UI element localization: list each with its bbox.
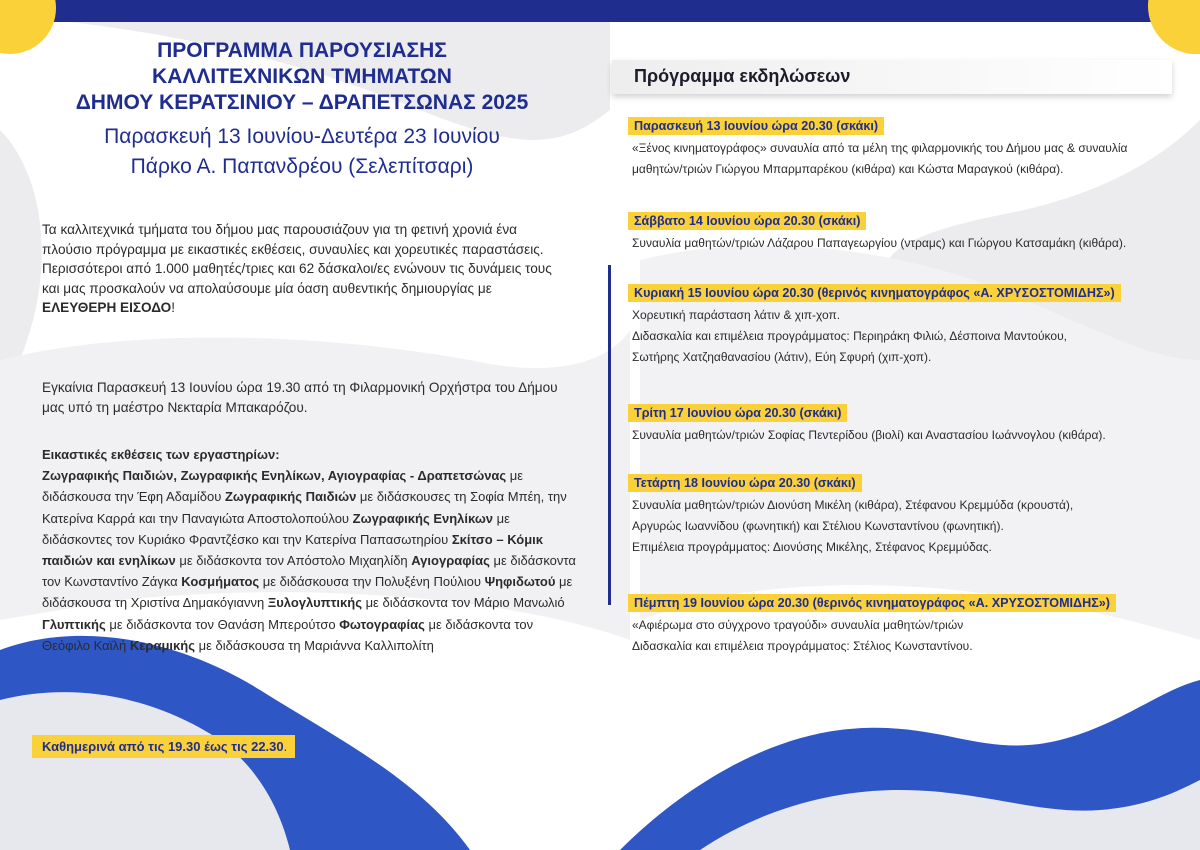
- workshop-name: Κοσμήματος: [181, 574, 260, 590]
- top-navy-bar: [0, 0, 1200, 22]
- workshop-teacher-text: με διδάσκουσα την Πολυξένη Πούλιου: [259, 574, 485, 590]
- workshop-teacher-text: με διδάσκοντα τον Μάριο Μανωλιό: [361, 595, 565, 611]
- workshop-name: Κεραμικής: [129, 637, 195, 653]
- workshop-teacher-text: με διδάσκουσα τη Χριστίνα Δημακόγιαννη: [42, 574, 573, 611]
- program-title: Πρόγραμμα εκδηλώσεων: [634, 66, 851, 86]
- intro-paragraph-2: [42, 259, 562, 318]
- event-line: μαθητών/τριών Γιώργου Μπαρμπαρέκου (κιθάρα) και Κώστα Μαραγκού (κιθάρα).: [632, 162, 1064, 176]
- free-entry-label: ΕΛΕΥΘΕΡΗ ΕΙΣΟΔΟ: [42, 300, 172, 316]
- title-line-3: ΔΗΜΟΥ ΚΕΡΑΤΣΙΝΙΟΥ – ΔΡΑΠΕΤΣΩΝΑΣ 2025: [75, 91, 529, 114]
- poster-header: [22, 38, 582, 182]
- daily-hours-banner: [32, 735, 295, 758]
- event-date: Σάββατο 14 Ιουνίου ώρα 20.30 (σκάκι): [628, 212, 866, 230]
- exhibitions-title: Εικαστικές εκθέσεις των εργαστηρίων:: [42, 447, 280, 462]
- workshop-teacher-text: με διδάσκοντα τον Κωνσταντίνο Ζάγκα: [42, 553, 576, 590]
- event-line: «Ξένος κινηματογράφος» συναυλία από τα μέλη της φιλαρμονικής του Δήμου μας & συναυλία: [632, 141, 1128, 155]
- workshop-name: Ψηφιδωτού: [484, 574, 556, 590]
- workshop-teacher-text: με διδάσκουσα την Έφη Αδαμίδου: [42, 468, 524, 505]
- event-5: [632, 474, 1172, 558]
- workshop-name: Ξυλογλυπτικής: [267, 595, 362, 611]
- intro-paragraph-1: Τα καλλιτεχνικά τμήματα του δήμου μας παρουσιάζουν για τη φετινή χρονιά ένα πλούσιο πρόγραμμα με εικαστικές εκθέσεις, συναυλίες και χορευτικές παραστάσεις.: [42, 222, 544, 257]
- workshop-name: Ζωγραφικής Παιδιών, Ζωγραφικής Ενηλίκων, Αγιογραφίας - Δραπετσώνας: [42, 468, 507, 484]
- event-line: Αργυρώς Ιωαννίδου (φωνητική) και Στέλιου Κωνσταντίνου (φωνητική).: [632, 519, 1004, 533]
- intro-p2-end: !: [171, 300, 176, 316]
- workshop-name: Ζωγραφικής Ενηλίκων: [352, 510, 494, 526]
- event-line: Διδασκαλία και επιμέλεια προγράμματος: Στέλιος Κωνσταντίνου.: [632, 639, 973, 653]
- exhibitions-block: [42, 444, 582, 656]
- event-line: Συναυλία μαθητών/τριών Διονύση Μικέλη (κιθάρα), Στέφανου Κρεμμύδα (κρουστά),: [632, 498, 1074, 512]
- event-6: [632, 594, 1172, 657]
- event-line: Χορευτική παράσταση λάτιν & χιπ-χοπ.: [632, 308, 841, 322]
- event-date: Τετάρτη 18 Ιουνίου ώρα 20.30 (σκάκι): [628, 474, 862, 492]
- event-date: Πέμπτη 19 Ιουνίου ώρα 20.30 (θερινός κινηματογράφος «Α. ΧΡΥΣΟΣΤΟΜΙΔΗΣ»): [628, 594, 1116, 612]
- opening-text: Εγκαίνια Παρασκευή 13 Ιουνίου ώρα 19.30 από τη Φιλαρμονική Ορχήστρα του Δήμου μας υπό τη μαέστρο Νεκταρία Μπακαρόζου.: [42, 380, 558, 415]
- event-line: Επιμέλεια προγράμματος: Διονύσης Μικέλης, Στέφανος Κρεμμύδας.: [632, 540, 992, 554]
- daily-hours-text: Καθημερινά από τις 19.30 έως τις 22.30: [42, 739, 284, 754]
- event-4: [632, 404, 1172, 446]
- program-title-banner: [612, 60, 1172, 94]
- event-date: Τρίτη 17 Ιουνίου ώρα 20.30 (σκάκι): [628, 404, 847, 422]
- workshop-teacher-text: με διδάσκοντα τον Θανάση Μπερούτσο: [105, 616, 340, 632]
- workshop-name: Ζωγραφικής Παιδιών: [224, 489, 357, 505]
- event-date: Κυριακή 15 Ιουνίου ώρα 20.30 (θερινός κινηματογράφος «Α. ΧΡΥΣΟΣΤΟΜΙΔΗΣ»): [628, 284, 1121, 302]
- workshop-teacher-text: με διδάσκοντα τον Απόστολο Μιχαηλίδη: [175, 553, 412, 569]
- workshop-name: Γλυπτικής: [42, 616, 106, 632]
- dates-line: Παρασκευή 13 Ιουνίου-Δευτέρα 23 Ιουνίου: [104, 125, 500, 148]
- event-line: Συναυλία μαθητών/τριών Σοφίας Πεντερίδου (βιολί) και Αναστασίου Ιωάννογλου (κιθάρα).: [632, 428, 1106, 442]
- workshop-name: Φωτογραφίας: [339, 616, 425, 632]
- event-date: Παρασκευή 13 Ιουνίου ώρα 20.30 (σκάκι): [628, 117, 884, 135]
- workshop-teacher-text: με διδάσκουσες τη Σοφία Μπέη, την Κατερίνα Καρρά και την Παναγιώτα Αποστολοπούλου: [42, 489, 567, 526]
- title-line-1: ΠΡΟΓΡΑΜΜΑ ΠΑΡΟΥΣΙΑΣΗΣ: [157, 39, 447, 62]
- workshop-teacher-text: με διδάσκοντες τον Κυριάκο Φραντζέσκο και την Κατερίνα Παπασωτηρίου: [42, 510, 510, 547]
- intro-text: [42, 220, 562, 318]
- event-line: Διδασκαλία και επιμέλεια προγράμματος: Περιηράκη Φιλιώ, Δέσποινα Μαντούκου,: [632, 329, 1067, 343]
- workshop-name: Σκίτσο – Κόμικ παιδιών και ενηλίκων: [42, 531, 544, 569]
- title-line-2: ΚΑΛΛΙΤΕΧΝΙΚΩΝ ΤΜΗΜΑΤΩΝ: [152, 65, 452, 88]
- vertical-divider: [608, 265, 611, 605]
- daily-hours-dot: .: [283, 739, 288, 754]
- intro-p2-text: Περισσότεροι από 1.000 μαθητές/τριες και 62 δάσκαλοι/ες ενώνουν τις δυνάμεις τους και μας προσκαλούν να απολαύσουμε μία όαση αυθεντικής δημιουργίας με: [42, 261, 552, 296]
- exhibitions-body: [42, 465, 582, 656]
- yellow-circle-right: [1148, 0, 1200, 54]
- event-line: Σωτήρης Χατζηαθανασίου (λάτιν), Εύη Σφυρή (χιπ-χοπ).: [632, 350, 932, 364]
- event-2: [632, 212, 1172, 254]
- workshop-teacher-text: με διδάσκοντα τον Θεόφιλο Καϊλή: [42, 616, 534, 653]
- workshop-name: Αγιογραφίας: [411, 553, 490, 569]
- workshop-teacher-text: με διδάσκουσα τη Μαριάννα Καλλιπολίτη: [194, 637, 434, 653]
- venue-line: Πάρκο Α. Παπανδρέου (Σελεπίτσαρι): [130, 155, 474, 178]
- event-line: Συναυλία μαθητών/τριών Λάζαρου Παπαγεωργίου (ντραμς) και Γιώργου Κατσαμάκη (κιθάρα).: [632, 236, 1127, 250]
- event-line: «Αφιέρωμα στο σύγχρονο τραγούδι» συναυλία μαθητών/τριών: [632, 618, 964, 632]
- event-3: [632, 284, 1172, 368]
- event-1: [632, 117, 1172, 180]
